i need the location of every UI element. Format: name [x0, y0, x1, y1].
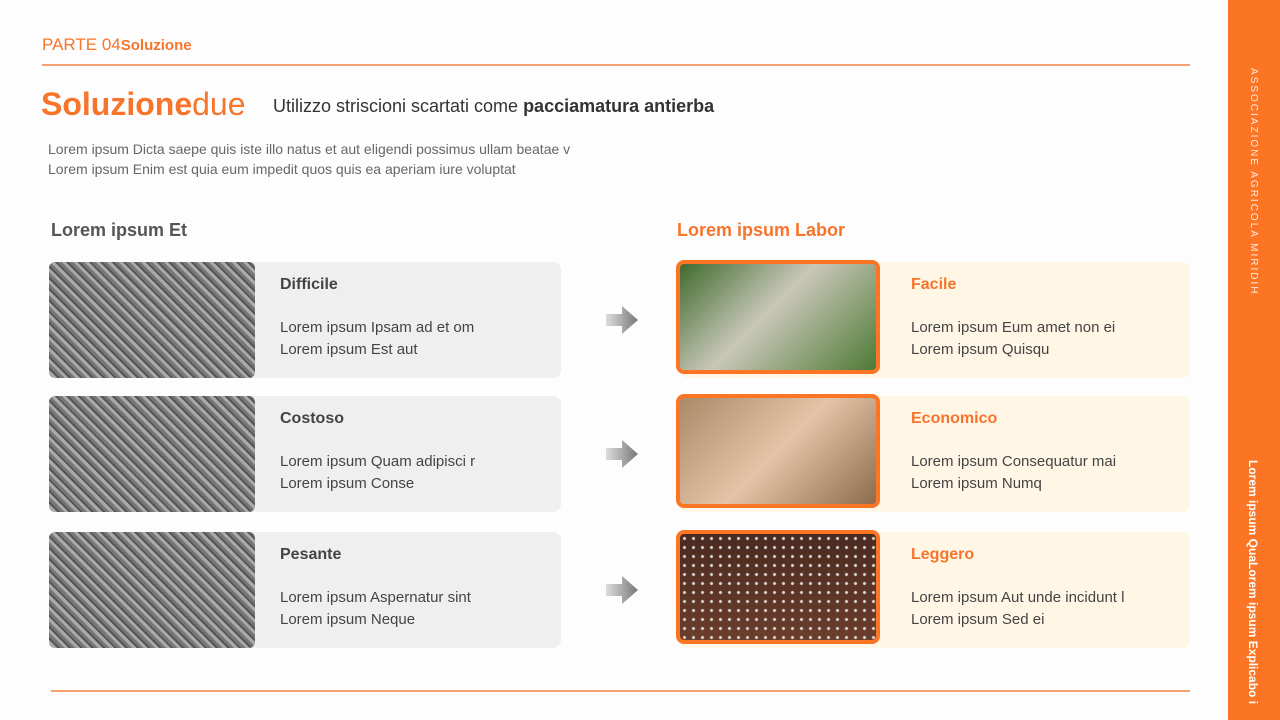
- top-divider: [42, 64, 1190, 66]
- card-title: Economico: [911, 410, 998, 427]
- card-photo: [676, 394, 880, 508]
- card-line: Lorem ipsum Quisqu: [911, 341, 1050, 358]
- arrow-right-icon: [606, 440, 638, 468]
- right-card: [680, 532, 1190, 648]
- description-line: Lorem ipsum Dicta saepe quis iste illo natus et aut eligendi possimus ullam beatae v: [48, 141, 571, 157]
- title-bold: Soluzione: [41, 86, 193, 122]
- section-label: [42, 35, 192, 55]
- card-photo: [676, 530, 880, 644]
- description-line: Lorem ipsum Enim est quia eum impedit quos quis ea aperiam iure voluptat: [48, 161, 516, 177]
- arrow-right-icon: [606, 576, 638, 604]
- page-title: [41, 86, 246, 123]
- card-title: Pesante: [280, 546, 342, 563]
- card-line: Lorem ipsum Aspernatur sint: [280, 589, 471, 606]
- left-card: [49, 532, 561, 648]
- card-line: Lorem ipsum Quam adipisci r: [280, 453, 476, 470]
- bottom-divider: [51, 690, 1190, 692]
- left-heading: Lorem ipsum Et: [51, 220, 188, 240]
- subtitle-text: Utilizzo striscioni scartati come: [273, 96, 524, 116]
- card-photo: [49, 262, 255, 378]
- card-body: [280, 451, 475, 495]
- card-photo: [49, 396, 255, 512]
- left-card: [49, 262, 561, 378]
- card-line: Lorem ipsum Conse: [280, 475, 415, 492]
- card-line: Lorem ipsum Eum amet non ei: [911, 319, 1116, 336]
- card-photo: [49, 532, 255, 648]
- card-title: Facile: [911, 276, 957, 293]
- card-line: Lorem ipsum Sed ei: [911, 611, 1045, 628]
- left-card: [49, 396, 561, 512]
- section-name: Soluzione: [120, 37, 192, 54]
- arrow-right-icon: [606, 306, 638, 334]
- right-heading: Lorem ipsum Labor: [677, 220, 846, 240]
- card-line: Lorem ipsum Neque: [280, 611, 416, 628]
- card-photo: [676, 260, 880, 374]
- card-title: Leggero: [911, 546, 975, 563]
- part-number: PARTE 04: [42, 35, 121, 54]
- card-body: [280, 587, 471, 631]
- right-card: [680, 262, 1190, 378]
- title-light: due: [192, 86, 246, 122]
- card-body: [911, 317, 1115, 361]
- organization-name: ASSOCIAZIONE AGRICOLA MIRIDIH: [1248, 68, 1259, 296]
- subtitle: [273, 96, 714, 117]
- sidebar-footer: Lorem ipsum QuaLorem ipsum Explicabo i: [1246, 460, 1260, 705]
- card-line: Lorem ipsum Numq: [911, 475, 1042, 492]
- card-title: Costoso: [280, 410, 344, 427]
- card-body: [911, 451, 1116, 495]
- description: [48, 139, 570, 179]
- card-line: Lorem ipsum Est aut: [280, 341, 418, 358]
- card-title: Difficile: [280, 276, 338, 293]
- card-line: Lorem ipsum Consequatur mai: [911, 453, 1117, 470]
- card-line: Lorem ipsum Aut unde incidunt l: [911, 589, 1125, 606]
- right-card: [680, 396, 1190, 512]
- card-body: [280, 317, 474, 361]
- subtitle-bold: pacciamatura antierba: [523, 96, 715, 116]
- card-body: [911, 587, 1124, 631]
- card-line: Lorem ipsum Ipsam ad et om: [280, 319, 475, 336]
